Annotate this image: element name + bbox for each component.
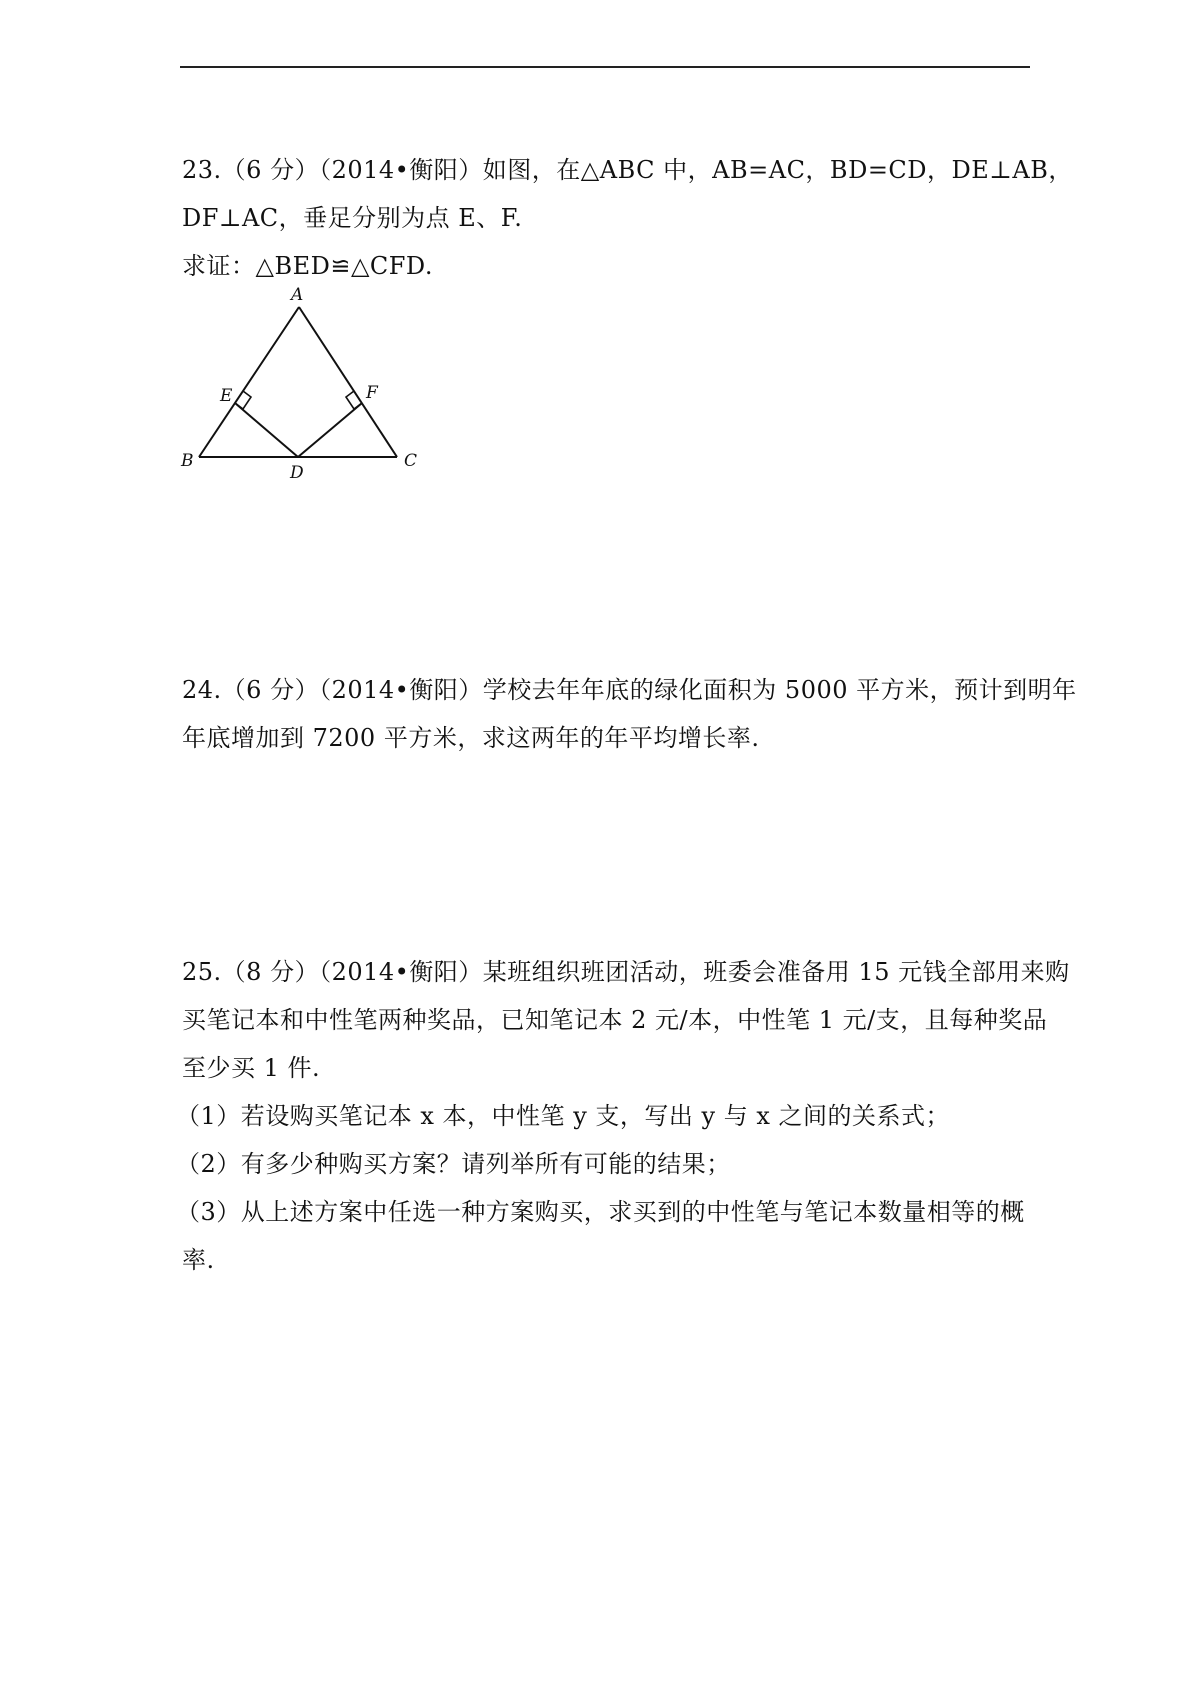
q24-line-2: 年底增加到 7200 平方米，求这两年的年平均增长率.	[182, 724, 760, 752]
q25-parts	[176, 1092, 1036, 1236]
q24-line-1: 24.（6 分）（2014•衡阳）学校去年年底的绿化面积为 5000 平方米，预计到明年	[182, 676, 1077, 704]
q25-part-2: （2）有多少种购买方案？请列举所有可能的结果；	[176, 1150, 731, 1178]
q23-line-2: DF⊥AC，垂足分别为点 E、F.	[182, 204, 523, 232]
triangle-figure	[176, 280, 426, 480]
label-d: D	[290, 463, 304, 480]
question-24	[182, 666, 1077, 762]
q25-part-3: （3）从上述方案中任选一种方案购买，求买到的中性笔与笔记本数量相等的概	[176, 1198, 1025, 1226]
question-23	[182, 146, 1073, 290]
label-c: C	[404, 451, 418, 471]
question-25	[182, 948, 1070, 1092]
label-b: B	[181, 451, 194, 471]
q25-part-1: （1）若设购买笔记本 x 本，中性笔 y 支，写出 y 与 x 之间的关系式；	[176, 1102, 950, 1130]
q23-prove-statement: 求证：△BED≌△CFD.	[182, 252, 433, 280]
q25-line-2: 买笔记本和中性笔两种奖品，已知笔记本 2 元/本，中性笔 1 元/支，且每种奖品	[182, 1006, 1048, 1034]
label-a: A	[291, 285, 304, 305]
label-e: E	[220, 386, 233, 406]
header-rule	[180, 66, 1030, 68]
q25-line-1: 25.（8 分）（2014•衡阳）某班组织班团活动，班委会准备用 15 元钱全部用来购	[182, 958, 1070, 986]
q23-line-1: 23.（6 分）（2014•衡阳）如图，在△ABC 中，AB=AC，BD=CD，DE⊥AB，	[182, 156, 1073, 184]
q25-part-3-continued	[182, 1236, 1032, 1284]
q25-part-3-line-2: 率.	[182, 1246, 215, 1274]
q25-line-3: 至少买 1 件.	[182, 1054, 321, 1082]
label-f: F	[366, 383, 378, 403]
